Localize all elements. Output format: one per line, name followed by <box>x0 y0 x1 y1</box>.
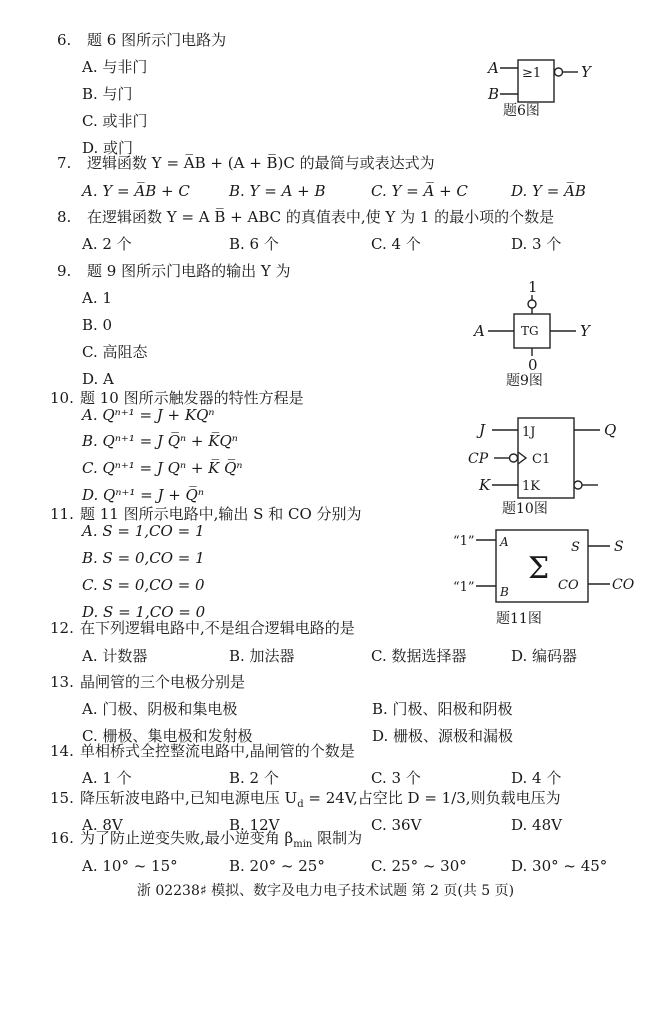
nor-gate-diagram <box>476 56 596 106</box>
tg-top-bubble-icon <box>528 300 536 308</box>
gate-output-label: Y <box>581 63 591 81</box>
adder-output-s-label: S <box>614 539 624 555</box>
ff-input-j-label: J <box>479 421 486 439</box>
question-12-stem: 12. 在下列逻辑电路中,不是组合逻辑电路的是 <box>50 619 355 637</box>
question-16-options <box>82 856 627 876</box>
question-10-option-b: B. Qⁿ⁺¹ = J Q̅ⁿ + K̅Qⁿ <box>82 432 238 450</box>
option-c: C. 栅极、集电极和发射极 <box>82 727 253 745</box>
adder-sigma-symbol: Σ <box>528 551 550 586</box>
question-number: 16. <box>50 829 74 847</box>
question-number: 14. <box>50 742 74 760</box>
question-9-stem: 9. 题 9 图所示门电路的输出 Y 为 <box>57 262 291 280</box>
gate-symbol: ≥1 <box>522 66 542 81</box>
option-b: B. 20° ~ 25° <box>229 857 325 875</box>
option-b: B. 门极、阳极和阴极 <box>372 700 513 718</box>
option-c: C. 25° ~ 30° <box>371 857 467 875</box>
question-11-option-d: D. S = 1,CO = 0 <box>82 603 206 621</box>
question-10-option-a: A. Qⁿ⁺¹ = J + KQⁿ <box>82 406 215 424</box>
subscript-d: d <box>297 799 304 810</box>
question-11-option-c: C. S = 0,CO = 0 <box>82 576 205 594</box>
question-10-stem: 10. 题 10 图所示触发器的特性方程是 <box>50 389 304 407</box>
option-d: D. 编码器 <box>511 647 578 665</box>
option-d: D. 3 个 <box>511 235 562 253</box>
gate-input-b-label: B <box>488 85 500 103</box>
option-d: D. 栅极、源极和漏极 <box>372 727 514 745</box>
question-6-option-d: D. 或门 <box>82 139 134 157</box>
gate-input-a-label: A <box>488 59 499 77</box>
option-c: C. Y = A̅ + C <box>371 182 468 200</box>
ff-port-c1-label: C1 <box>532 452 551 467</box>
figure-q10-caption: 题10图 <box>502 501 548 517</box>
option-b: B. 2 个 <box>229 769 279 787</box>
question-number: 10. <box>50 389 74 407</box>
ff-input-k-label: K <box>479 476 491 494</box>
option-c: C. 36V <box>371 816 422 834</box>
question-14-options <box>82 768 627 788</box>
figure-q10-jk-flipflop <box>468 412 618 504</box>
question-number: 15. <box>50 789 74 807</box>
question-9-option-b: B. 0 <box>82 316 113 334</box>
tg-bottom-label: 0 <box>528 356 538 372</box>
gate-output-bubble-icon <box>555 68 563 76</box>
question-number: 13. <box>50 673 74 691</box>
figure-q9-caption: 题9图 <box>506 373 543 389</box>
option-a: A. 2 个 <box>82 235 132 253</box>
option-b: B. 12V <box>229 816 280 834</box>
option-a: A. Y = A̅B + C <box>82 182 190 200</box>
figure-q11-caption: 题11图 <box>496 611 542 627</box>
adder-output-co-label: CO <box>612 577 635 593</box>
ff-cp-dynamic-icon <box>518 452 526 464</box>
question-13-options-row1 <box>82 699 627 719</box>
ff-port-1k-label: 1K <box>522 479 540 494</box>
question-9-option-d: D. A <box>82 370 114 388</box>
adder-port-a-label: A <box>500 535 509 549</box>
option-b: B. Y = A + B <box>229 182 326 200</box>
option-a: A. 10° ~ 15° <box>82 857 178 875</box>
question-9-option-a: A. 1 <box>82 289 112 307</box>
question-12-options <box>82 646 627 666</box>
ff-output-qbar-bubble-icon <box>574 481 582 489</box>
option-a: A. 门极、阴极和集电极 <box>82 700 238 718</box>
question-number: 7. <box>57 154 72 172</box>
figure-q6-nor-gate <box>476 56 596 106</box>
question-8-options <box>82 234 627 254</box>
option-a: A. 计数器 <box>82 647 148 665</box>
question-number: 12. <box>50 619 74 637</box>
ff-input-cp-label: CP <box>468 451 489 467</box>
option-d: D. 48V <box>511 816 562 834</box>
question-9-option-c: C. 高阻态 <box>82 343 148 361</box>
ff-port-1j-label: 1J <box>522 425 536 440</box>
ff-cp-bubble-icon <box>510 454 518 462</box>
jk-flipflop-diagram <box>468 412 618 504</box>
question-number: 9. <box>57 262 72 280</box>
adder-input1-label: “1” <box>453 534 475 549</box>
question-8-stem: 8. 在逻辑函数 Y = A B̅ + ABC 的真值表中,使 Y 为 1 的最小项的个数是 <box>57 208 555 226</box>
option-a: A. 1 个 <box>82 769 132 787</box>
question-7-options <box>82 181 627 201</box>
question-14-stem: 14. 单相桥式全控整流电路中,晶闸管的个数是 <box>50 742 355 760</box>
adder-port-s-label: S <box>571 540 580 555</box>
question-15-stem: 15. 降压斩波电路中,已知电源电压 $U_d = 24V$,占空比 D = 1/3,则负载电压为 <box>50 789 561 810</box>
question-11-stem: 11. 题 11 图所示电路中,输出 S 和 CO 分别为 <box>50 505 362 523</box>
option-b: B. 加法器 <box>229 647 295 665</box>
subscript-min: min <box>293 839 313 850</box>
adder-port-co-label: CO <box>558 578 579 593</box>
question-13-stem: 13. 晶闸管的三个电极分别是 <box>50 673 246 691</box>
tg-box-label: TG <box>521 324 539 338</box>
figure-q9-transmission-gate <box>472 280 592 372</box>
question-10-option-d: D. Qⁿ⁺¹ = J + Q̅ⁿ <box>82 486 204 504</box>
question-number: 8. <box>57 208 72 226</box>
option-b: B. 6 个 <box>229 235 279 253</box>
ff-output-q-label: Q <box>604 421 617 439</box>
question-number: 11. <box>50 505 74 523</box>
option-a: A. 8V <box>82 816 123 834</box>
figure-q6-caption: 题6图 <box>503 103 540 119</box>
option-d: D. 4 个 <box>511 769 562 787</box>
tg-top-label: 1 <box>528 280 538 296</box>
adder-port-b-label: B <box>500 585 509 599</box>
half-adder-diagram <box>452 524 642 608</box>
question-6-option-b: B. 与门 <box>82 85 133 103</box>
question-6-option-a: A. 与非门 <box>82 58 148 76</box>
adder-input2-label: “1” <box>453 580 475 595</box>
page-footer: 浙 02238♯ 模拟、数字及电力电子技术试题 第 2 页(共 5 页) <box>136 883 515 899</box>
tg-input-label: A <box>474 322 485 340</box>
option-d: D. 30° ~ 45° <box>511 857 608 875</box>
question-7-stem: 7. 逻辑函数 Y = A̅B + (A + B̅)C 的最简与或表达式为 <box>57 154 435 172</box>
question-11-option-a: A. S = 1,CO = 1 <box>82 522 205 540</box>
question-number: 6. <box>57 31 72 49</box>
question-6-option-c: C. 或非门 <box>82 112 148 130</box>
question-11-option-b: B. S = 0,CO = 1 <box>82 549 205 567</box>
option-c: C. 4 个 <box>371 235 421 253</box>
option-c: C. 数据选择器 <box>371 647 467 665</box>
tg-output-label: Y <box>580 322 590 340</box>
question-16-stem: 16. 为了防止逆变失败,最小逆变角 $\beta_{min}$ 限制为 <box>50 829 363 850</box>
question-10-option-c: C. Qⁿ⁺¹ = J Qⁿ + K̅ Q̅ⁿ <box>82 459 243 477</box>
option-c: C. 3 个 <box>371 769 421 787</box>
tg-diagram <box>472 280 592 372</box>
figure-q11-half-adder <box>452 524 642 608</box>
question-6-stem: 6. 题 6 图所示门电路为 <box>57 31 227 49</box>
option-d: D. Y = A̅B <box>511 182 586 200</box>
